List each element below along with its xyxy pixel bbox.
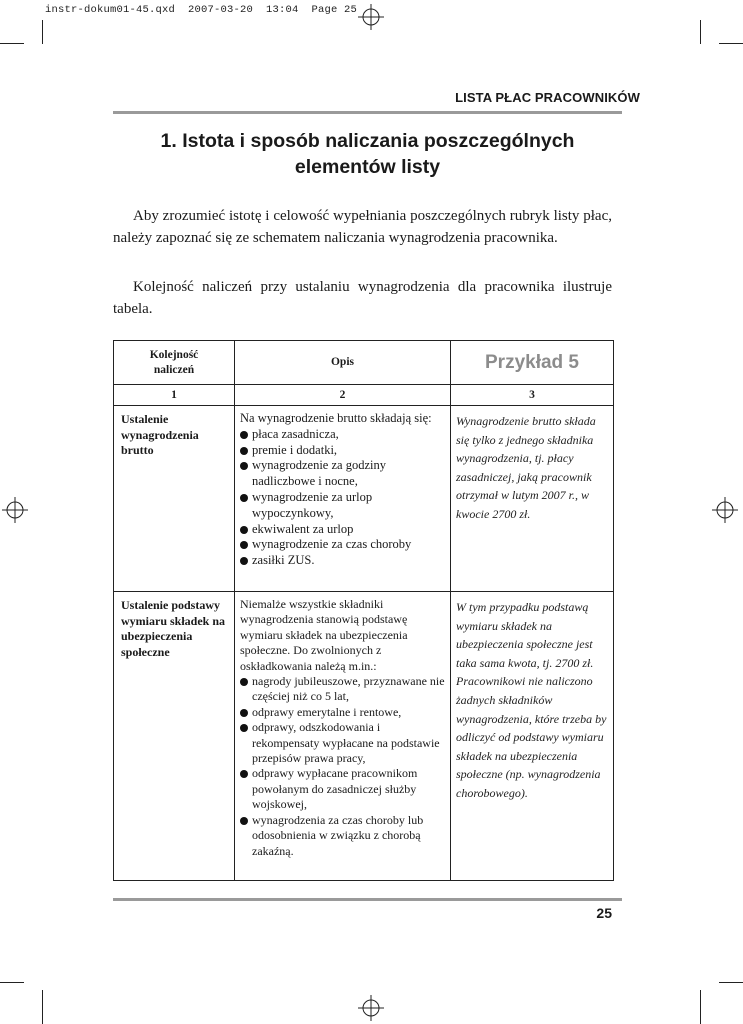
bullet-icon xyxy=(240,770,248,778)
bullet-icon xyxy=(240,678,248,686)
intro-paragraph: Aby zrozumieć istotę i celowość wypełniania poszczególnych rubryk listy płac, należy zapoznać się ze schematem naliczania wynagrodzenia pracownika. xyxy=(113,208,612,246)
table-row xyxy=(114,592,614,881)
step-label: Ustalenie wynagrodzenia brutto xyxy=(114,406,235,592)
list-item xyxy=(240,458,446,490)
list-item xyxy=(240,766,446,812)
list-item xyxy=(240,720,446,766)
exemption-list xyxy=(240,674,446,859)
crop-mark xyxy=(700,20,701,44)
header-rule xyxy=(113,111,622,114)
list-item-text: wynagrodzenie za godziny nadliczbowe i nocne, xyxy=(252,458,386,489)
crop-mark xyxy=(42,20,43,44)
crop-mark xyxy=(719,982,743,983)
column-header-description: Opis xyxy=(235,341,451,385)
list-item xyxy=(240,537,446,553)
print-slug: instr-dokum01-45.qxd 2007-03-20 13:04 Page 25 xyxy=(45,4,358,16)
example-cell: W tym przypadku podstawą wymiaru składek na ubezpieczenia społeczne jest taka sama kwota, tj. 2700 zł. Pracownikowi nie naliczono żadnych składników wynagrodzenia, które trzeba by odliczyć od podstawy wymiaru składek na ubezpieczenia społeczne (np. wynagrodzenia chorobowego). xyxy=(451,592,614,881)
registration-mark-icon xyxy=(358,4,384,30)
chapter-title xyxy=(113,128,622,180)
chapter-title-line: 1. Istota i sposób naliczania poszczególnych xyxy=(160,130,575,152)
step-label: Ustalenie podstawy wymiaru składek na ubezpieczenia społeczne xyxy=(114,592,235,881)
running-header: LISTA PŁAC PRACOWNIKÓW xyxy=(455,90,640,105)
chapter-title-line: elementów listy xyxy=(294,156,441,178)
list-item-text: zasiłki ZUS. xyxy=(252,553,315,568)
bullet-icon xyxy=(240,431,248,439)
list-item-text: wynagrodzenie za czas choroby xyxy=(252,537,412,552)
list-item xyxy=(240,443,446,459)
list-item-text: płaca zasadnicza, xyxy=(252,426,339,441)
list-item-text: wynagrodzenie za urlop wypoczynkowy, xyxy=(252,489,373,520)
bullet-icon xyxy=(240,817,248,825)
calculation-table xyxy=(113,340,614,881)
list-item-text: wynagrodzenia za czas choroby lub odosobnienia w związku z chorobą zakaźną. xyxy=(252,812,424,858)
list-item-text: nagrody jubileuszowe, przyznawane nie częściej niż co 5 lat, xyxy=(252,674,445,704)
crop-mark xyxy=(0,43,24,44)
list-item-text: odprawy emerytalne i rentowe, xyxy=(252,704,402,719)
list-item xyxy=(240,674,446,705)
crop-mark xyxy=(42,990,43,1024)
description-intro: Na wynagrodzenie brutto składają się: xyxy=(240,411,432,425)
list-item xyxy=(240,490,446,522)
footer-rule xyxy=(113,898,622,901)
bullet-icon xyxy=(240,526,248,534)
column-number: 2 xyxy=(235,385,451,406)
column-header-order: Kolejność naliczeń xyxy=(114,341,235,385)
bullet-icon xyxy=(240,541,248,549)
description-cell xyxy=(235,406,451,592)
component-list xyxy=(240,427,446,569)
example-cell: Wynagrodzenie brutto składa się tylko z jednego składnika wynagrodzenia, tj. płacy zasadniczej, jaką pracownik otrzymał w lutym 2007 r., w kwocie 2700 zł. xyxy=(451,406,614,592)
description-cell xyxy=(235,592,451,881)
table-intro-paragraph: Kolejność naliczeń przy ustalaniu wynagrodzenia dla pracownika ilustruje tabela. xyxy=(113,279,612,317)
bullet-icon xyxy=(240,557,248,565)
column-number: 3 xyxy=(451,385,614,406)
list-item-text: premie i dodatki, xyxy=(252,442,338,457)
crop-mark xyxy=(700,990,701,1024)
list-item xyxy=(240,427,446,443)
list-item xyxy=(240,813,446,859)
column-header-example: Przykład 5 xyxy=(451,341,614,385)
crop-mark xyxy=(0,982,24,983)
registration-mark-icon xyxy=(2,497,28,523)
list-item xyxy=(240,553,446,569)
bullet-icon xyxy=(240,724,248,732)
list-item-text: ekwiwalent za urlop xyxy=(252,521,354,536)
column-number: 1 xyxy=(114,385,235,406)
page-number: 25 xyxy=(596,905,612,921)
bullet-icon xyxy=(240,709,248,717)
bullet-icon xyxy=(240,462,248,470)
bullet-icon xyxy=(240,447,248,455)
list-item-text: odprawy wypłacane pracownikom powołanym do zasadniczej służby wojskowej, xyxy=(252,766,418,812)
table-row xyxy=(114,406,614,592)
list-item-text: odprawy, odszkodowania i rekompensaty wypłacane na podstawie przepisów prawa pracy, xyxy=(252,720,440,766)
registration-mark-icon xyxy=(712,497,738,523)
crop-mark xyxy=(719,43,743,44)
description-intro: Niemalże wszystkie składniki wynagrodzenia stanowią podstawę wymiaru składek na ubezpieczenia społeczne. Do zwolnionych z oskładkowania należą m.in.: xyxy=(240,597,408,673)
list-item xyxy=(240,705,446,720)
bullet-icon xyxy=(240,494,248,502)
registration-mark-icon xyxy=(358,995,384,1021)
list-item xyxy=(240,522,446,538)
